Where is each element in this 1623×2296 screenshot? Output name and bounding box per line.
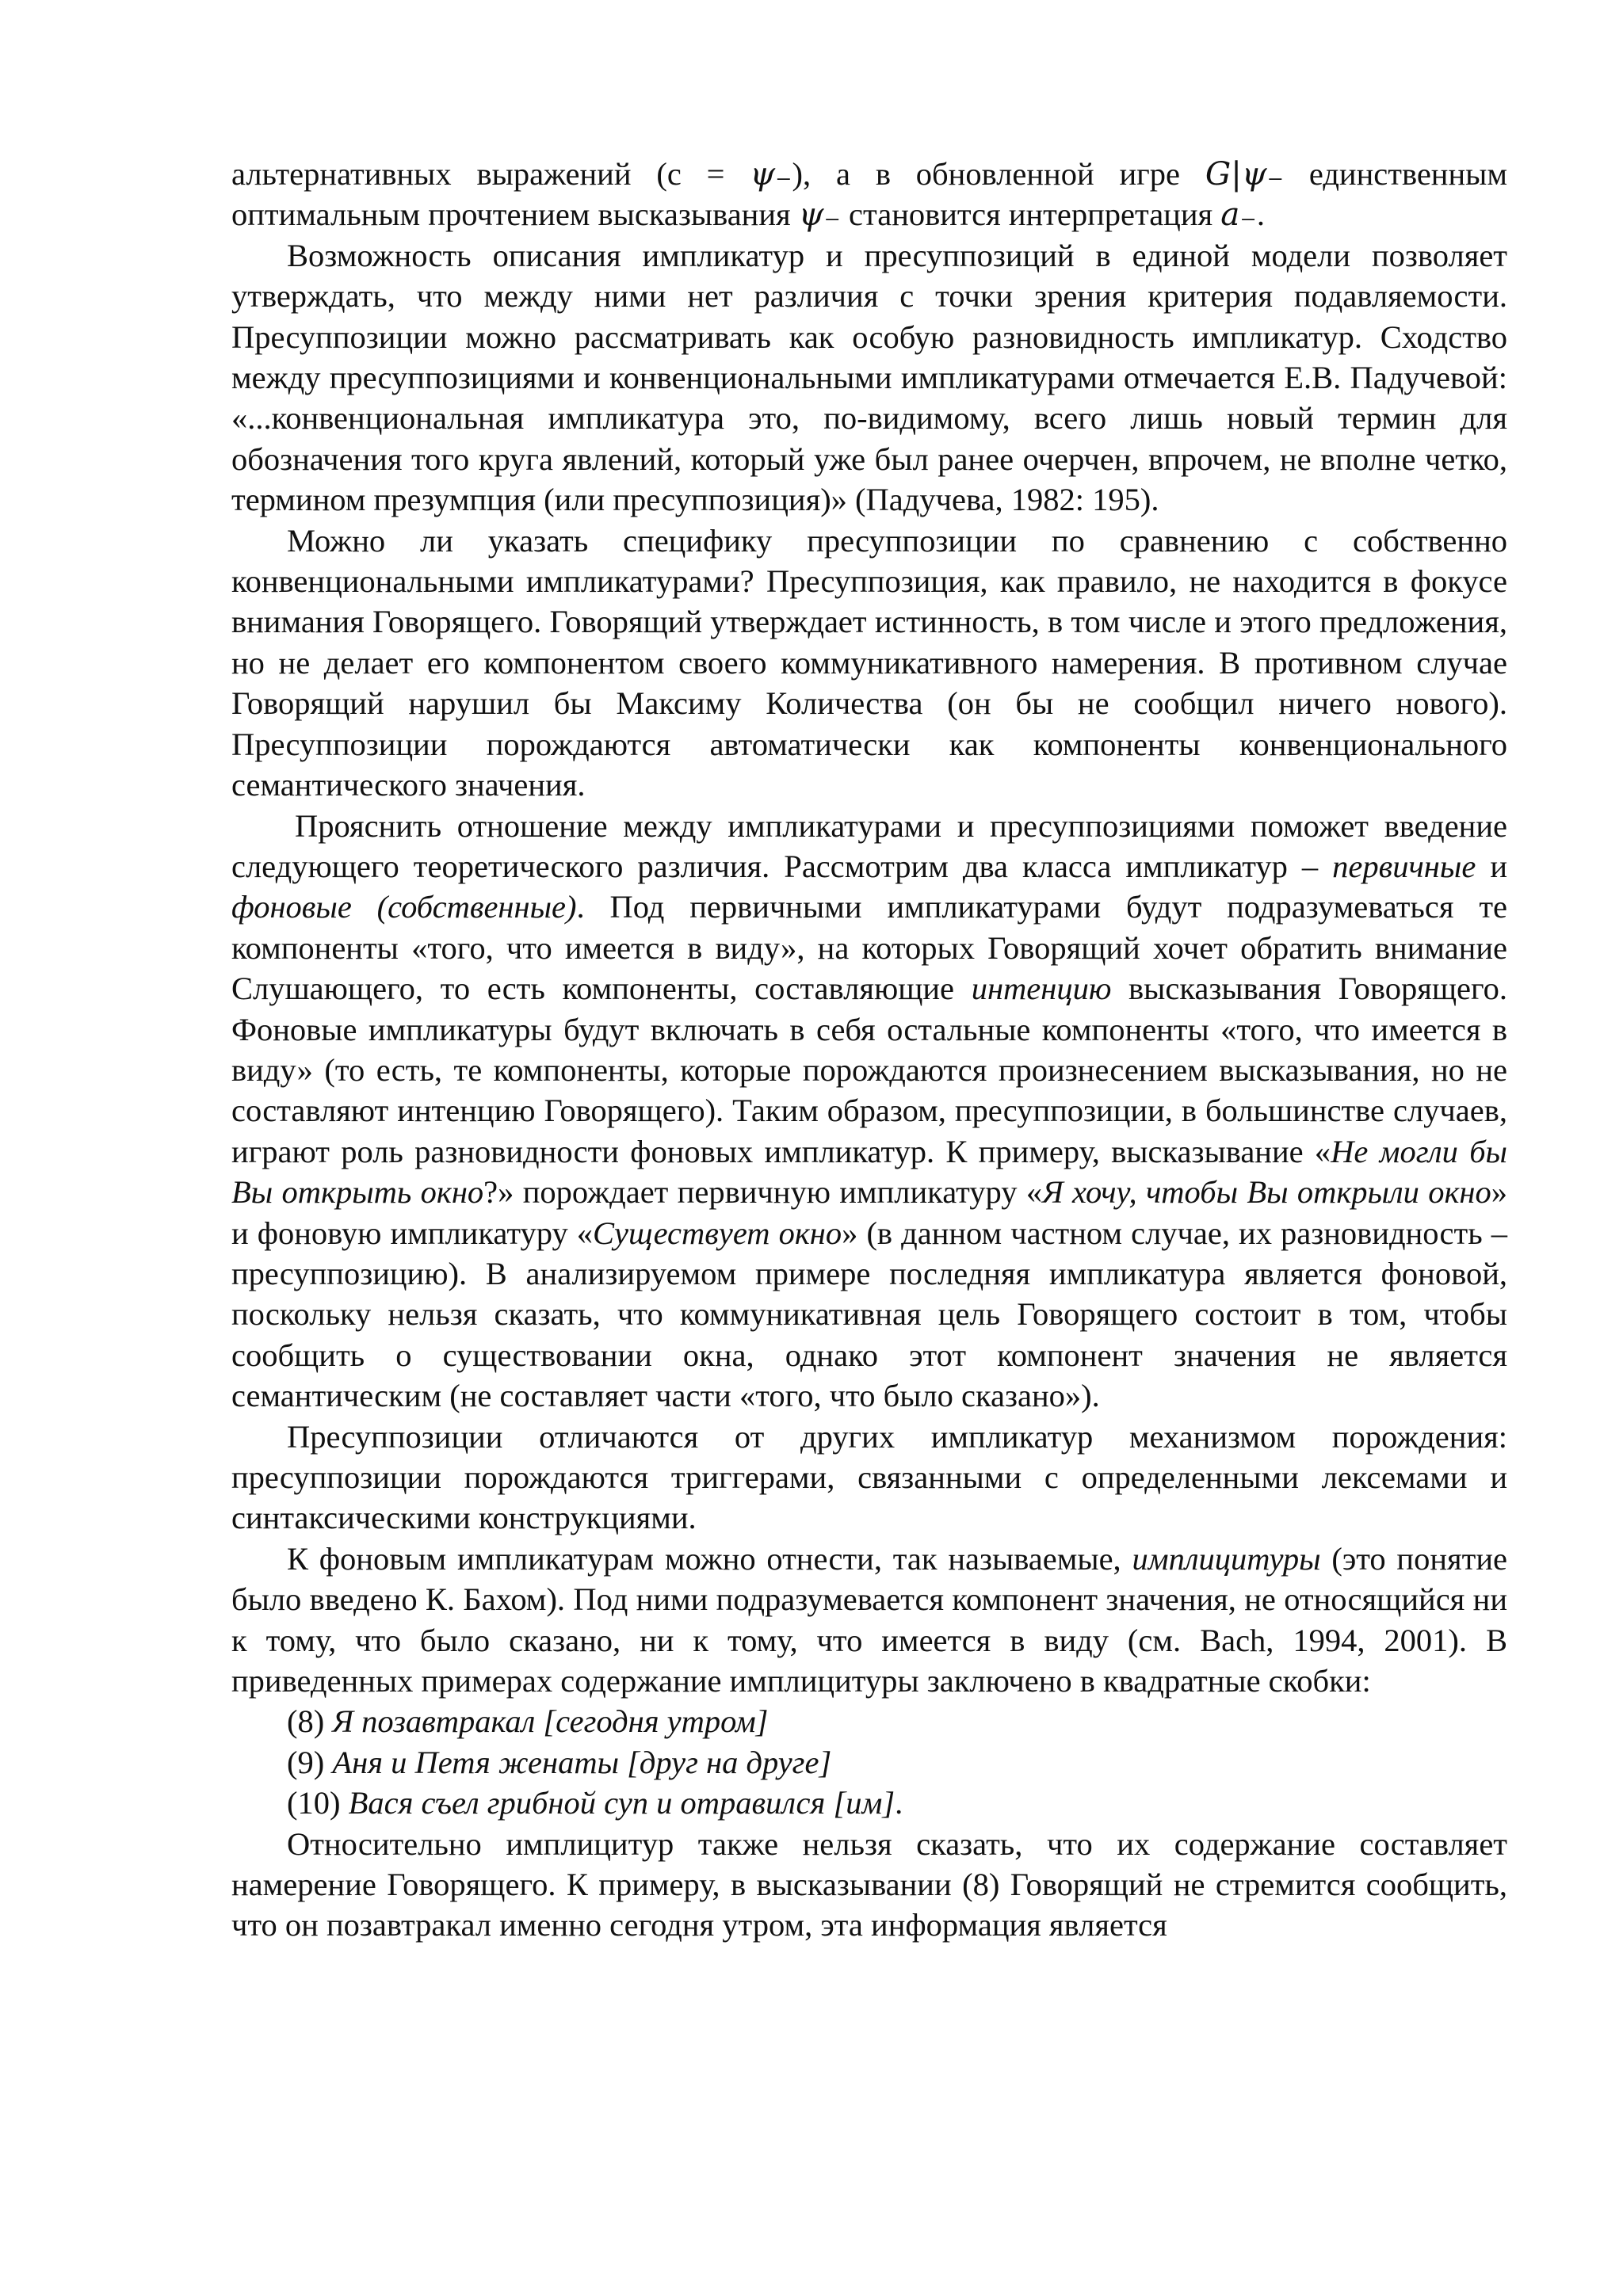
example-tail: . xyxy=(895,1785,903,1821)
text-run: и xyxy=(1476,848,1507,884)
math-a-minus: a₋ xyxy=(1220,195,1257,234)
example-10 xyxy=(231,1783,1507,1823)
math-game-update: G|ψ₋ xyxy=(1205,154,1285,193)
italic-term: фоновые (собственные) xyxy=(231,889,577,925)
example-text: Вася съел грибной суп и отравился [им] xyxy=(348,1785,896,1821)
text-run: » и фоновую импликатуру « xyxy=(231,1174,1507,1251)
example-text: Я позавтракал [сегодня утром] xyxy=(332,1703,769,1740)
paragraph-2: Возможность описания импликатур и пресуппозиций в единой модели позволяет утверждать, что между ними нет различия с точки зрения критерия подавляемости. Пресуппозиции можно рассматривать как особую разновидность импликатур. Сходство между пресуппозициями и конвенциональными импликатурами отмечается Е.В. Падучевой: «...конвенциональная импликатура это, по-видимому, всего лишь новый термин для обозначения того круга явлений, который уже был ранее очерчен, впрочем, не вполне четко, термином презумпция (или пресуппозиция)» (Падучева, 1982: 195). xyxy=(231,237,1507,518)
paragraph-5: Пресуппозиции отличаются от других импликатур механизмом порождения: пресуппозиции порождаются триггерами, связанными с определенными лексемами и синтаксическими конструкциями. xyxy=(231,1418,1507,1536)
italic-quote: Не могли бы Вы открыть окно xyxy=(231,1133,1507,1211)
text-run: ), а в обновленной игре xyxy=(792,156,1205,192)
text-run: » (в данном частном случае, их разновидность – пресуппозицию). В анализируемом примере последняя импликатура является фоновой, поскольку нельзя сказать, что коммуникативная цель Говорящего состоит в том, чтобы сообщить о существовании окна, однако этот компонент значения не является семантическим (не составляет части «того, что было сказано»). xyxy=(231,1215,1507,1414)
example-text: Аня и Петя женаты [друг на друге] xyxy=(332,1744,832,1780)
text-run: . Под первичными импликатурами будут подразумеваться те компоненты «того, что имеется в виду», на которых Говорящий хочет обратить внимание Слушающего, то есть компоненты, составляющие xyxy=(231,889,1507,1007)
text-run: К фоновым импликатурам можно отнести, так называемые, xyxy=(287,1540,1132,1577)
example-number: (8) xyxy=(287,1703,333,1740)
paragraph-4 xyxy=(231,806,1507,1417)
text-run: Прояснить отношение между импликатурами и пресуппозициями поможет введение следующего теоретического различия. Рассмотрим два класса импликатур – xyxy=(231,807,1507,884)
math-psi-minus: ψ₋ xyxy=(798,195,841,234)
italic-term: интенцию xyxy=(971,971,1112,1007)
text-run: (это понятие было введено К. Бахом). Под ними подразумевается компонент значения, не относящийся ни к тому, что было сказано, ни к тому, что имеется в виду (см. Bach, 1994, 2001). В приведенных примерах содержание имплицитуры заключено в квадратные скобки: xyxy=(231,1540,1508,1699)
text-run: становится интерпретация xyxy=(840,196,1221,233)
document-page xyxy=(231,154,1507,1946)
text-run: альтернативных выражений (с = xyxy=(231,156,750,192)
paragraph-6 xyxy=(231,1539,1507,1702)
paragraph-1 xyxy=(231,154,1507,235)
italic-quote: Я хочу, чтобы Вы открыли окно xyxy=(1042,1174,1491,1211)
example-number: (9) xyxy=(287,1744,333,1780)
example-8 xyxy=(231,1701,1507,1741)
italic-term: первичные xyxy=(1332,848,1476,884)
text-run: единственным оптимальным прочтением высказывания xyxy=(231,156,1507,233)
example-9 xyxy=(231,1742,1507,1783)
italic-quote: Существует окно xyxy=(593,1215,842,1251)
text-run: . xyxy=(1256,196,1265,233)
italic-term: имплицитуры xyxy=(1132,1540,1321,1577)
math-psi-minus: ψ₋ xyxy=(750,154,792,193)
text-run: ?» порождает первичную импликатуру « xyxy=(483,1174,1043,1211)
paragraph-3: Можно ли указать специфику пресуппозиции по сравнению с собственно конвенциональными импликатурами? Пресуппозиция, как правило, не находится в фокусе внимания Говорящего. Говорящий утверждает истинность, в том числе и этого предложения, но не делает его компонентом своего коммуникативного намерения. В противном случае Говорящий нарушил бы Максиму Количества (он бы не сообщил ничего нового). Пресуппозиции порождаются автоматически как компоненты конвенционального семантического значения. xyxy=(231,522,1507,803)
paragraph-7: Относительно имплицитур также нельзя сказать, что их содержание составляет намерение Говорящего. К примеру, в высказывании (8) Говорящий не стремится сообщить, что он позавтракал именно сегодня утром, эта информация является xyxy=(231,1825,1507,1943)
text-run: высказывания Говорящего. Фоновые импликатуры будут включать в себя остальные компоненты «того, что имеется в виду» (то есть, те компоненты, которые порождаются произнесением высказывания, но не составляют интенцию Говорящего). Таким образом, пресуппозиции, в большинстве случаев, играют роль разновидности фоновых импликатур. К примеру, высказывание « xyxy=(231,971,1508,1169)
example-number: (10) xyxy=(287,1785,349,1821)
